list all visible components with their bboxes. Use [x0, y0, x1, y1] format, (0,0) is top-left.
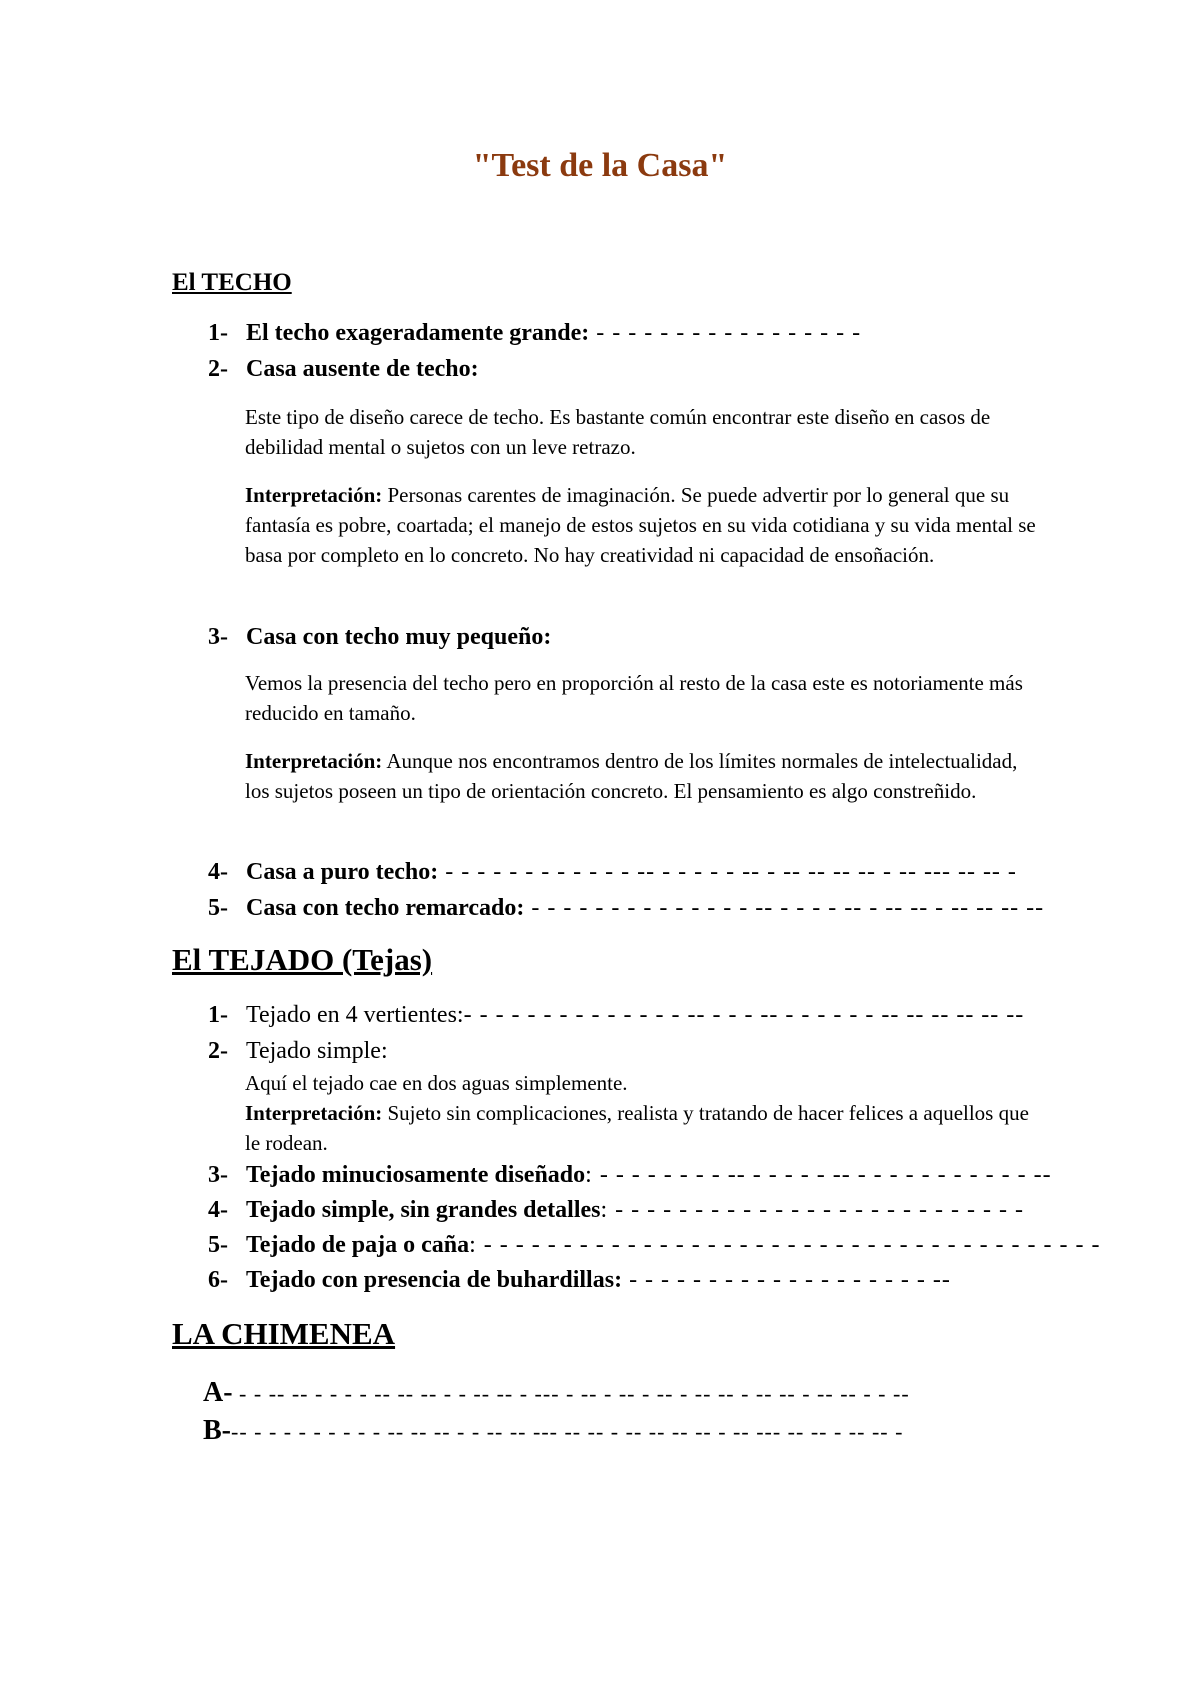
item-number: 5- [208, 895, 228, 921]
section-heading-techo: El TECHO [172, 269, 292, 296]
tejado-item-3 [208, 1160, 1068, 1190]
item-label: Casa con techo muy pequeño: [246, 624, 552, 650]
interpretation-label: Interpretación: [245, 749, 383, 773]
tejado-item-4 [208, 1195, 1068, 1225]
item-dash-line: - - -- -- - - - - -- -- -- - - -- -- - --- - -- - -- - -- - -- -- - -- -- - -- -- - - -- [232, 1381, 910, 1406]
item-letter: A- [203, 1377, 233, 1408]
techo-item-2-description: Este tipo de diseño carece de techo. Es bastante común encontrar este diseño en casos de debilidad mental o sujetos con un leve retrazo. [245, 405, 991, 459]
item-dash-line: -- - - - - - - - - - -- -- -- - - -- -- --- -- -- - -- -- -- -- - -- --- -- -- - -- -- - [231, 1419, 904, 1444]
techo-item-4 [208, 857, 1068, 887]
section-heading-chimenea: LA CHIMENEA [172, 1316, 396, 1351]
item-number: 1- [208, 1002, 228, 1028]
item-dash-line: : - - - - - - - - -- - - - - - -- - - - - - - - - - - - -- [585, 1162, 1052, 1188]
item-label: Casa ausente de techo: [246, 356, 479, 382]
item-label: Tejado de paja o caña [246, 1232, 470, 1258]
interpretation-label: Interpretación: [245, 1101, 383, 1125]
techo-item-3 [208, 622, 1068, 652]
item-number: 1- [208, 320, 228, 346]
chimenea-item-b [203, 1414, 1083, 1449]
item-label: Casa a puro techo: [246, 859, 439, 885]
interpretation-text: Personas carentes de imaginación. Se puede advertir por lo general que su fantasía es pobre, coartada; el manejo de estos sujetos en su vida cotidiana y su vida mental se basa por completo en lo concreto. No hay creatividad ni capacidad de ensoñación. [245, 483, 1036, 567]
item-number: 5- [208, 1232, 228, 1258]
item-dash-line: : - - - - - - - - - - - - - - - - - - - - - - - - - - [600, 1197, 1024, 1223]
item-dash-line: - - - - - - - - - - - - - - -- - - - -- - - - - - - -- -- -- -- -- -- [463, 1002, 1025, 1028]
item-label: Tejado simple, sin grandes detalles [246, 1197, 601, 1223]
item-label: Tejado minuciosamente diseñado [246, 1162, 586, 1188]
item-dash-line: - - - - - - - - - - - - - - -- - - - - -- - -- -- - -- -- -- -- [524, 895, 1045, 921]
item-number: 2- [208, 356, 228, 382]
item-label: Tejado en 4 vertientes: [246, 1002, 464, 1028]
item-number: 4- [208, 1197, 228, 1223]
item-label: Tejado simple: [246, 1038, 388, 1064]
item-number: 4- [208, 859, 228, 885]
techo-item-3-interpretation [245, 746, 1045, 806]
techo-item-1 [208, 318, 1068, 348]
techo-item-3-description: Vemos la presencia del techo pero en proporción al resto de la casa este es notoriamente más reducido en tamaño. [245, 671, 1023, 725]
interpretation-text: Sujeto sin complicaciones, realista y tratando de hacer felices a aquellos que le rodean. [245, 1101, 1029, 1155]
tejado-item-2-description: Aquí el tejado cae en dos aguas simplemente. [245, 1071, 628, 1095]
item-dash-line: - - - - - - - - - - - - - - - - - [589, 320, 862, 346]
item-number: 3- [208, 1162, 228, 1188]
techo-item-2 [208, 354, 1068, 384]
item-number: 3- [208, 624, 228, 650]
item-number: 6- [208, 1267, 228, 1293]
item-dash-line: - - - - - - - - - - - - -- - - - - - -- - -- -- -- -- - -- --- -- -- - [438, 859, 1017, 885]
page-title: "Test de la Casa" [472, 147, 728, 184]
item-dash-line: - - - - - - - - - - - - - - - - - - - -- [622, 1267, 951, 1293]
item-dash-line: : - - - - - - - - - - - - - - - - - - - - - - - - - - - - - - - - - - - - - - - [469, 1232, 1101, 1258]
item-number: 2- [208, 1038, 228, 1064]
tejado-item-2-interpretation [245, 1098, 1045, 1158]
techo-item-2-interpretation [245, 480, 1045, 570]
tejado-item-5 [208, 1230, 1101, 1260]
item-label: Tejado con presencia de buhardillas: [246, 1267, 623, 1293]
chimenea-item-a [203, 1376, 1083, 1411]
interpretation-text: Aunque nos encontramos dentro de los límites normales de intelectualidad, los sujetos poseen un tipo de orientación concreto. El pensamiento es algo constreñido. [245, 749, 1018, 803]
item-label: El techo exageradamente grande: [246, 320, 590, 346]
section-heading-tejado: El TEJADO (Tejas) [172, 942, 433, 977]
tejado-item-2 [208, 1036, 1068, 1066]
tejado-item-6 [208, 1265, 1068, 1295]
item-letter: B- [203, 1415, 231, 1446]
tejado-item-1 [208, 1000, 1068, 1030]
techo-item-5 [208, 893, 1068, 923]
item-label: Casa con techo remarcado: [246, 895, 525, 921]
interpretation-label: Interpretación: [245, 483, 383, 507]
